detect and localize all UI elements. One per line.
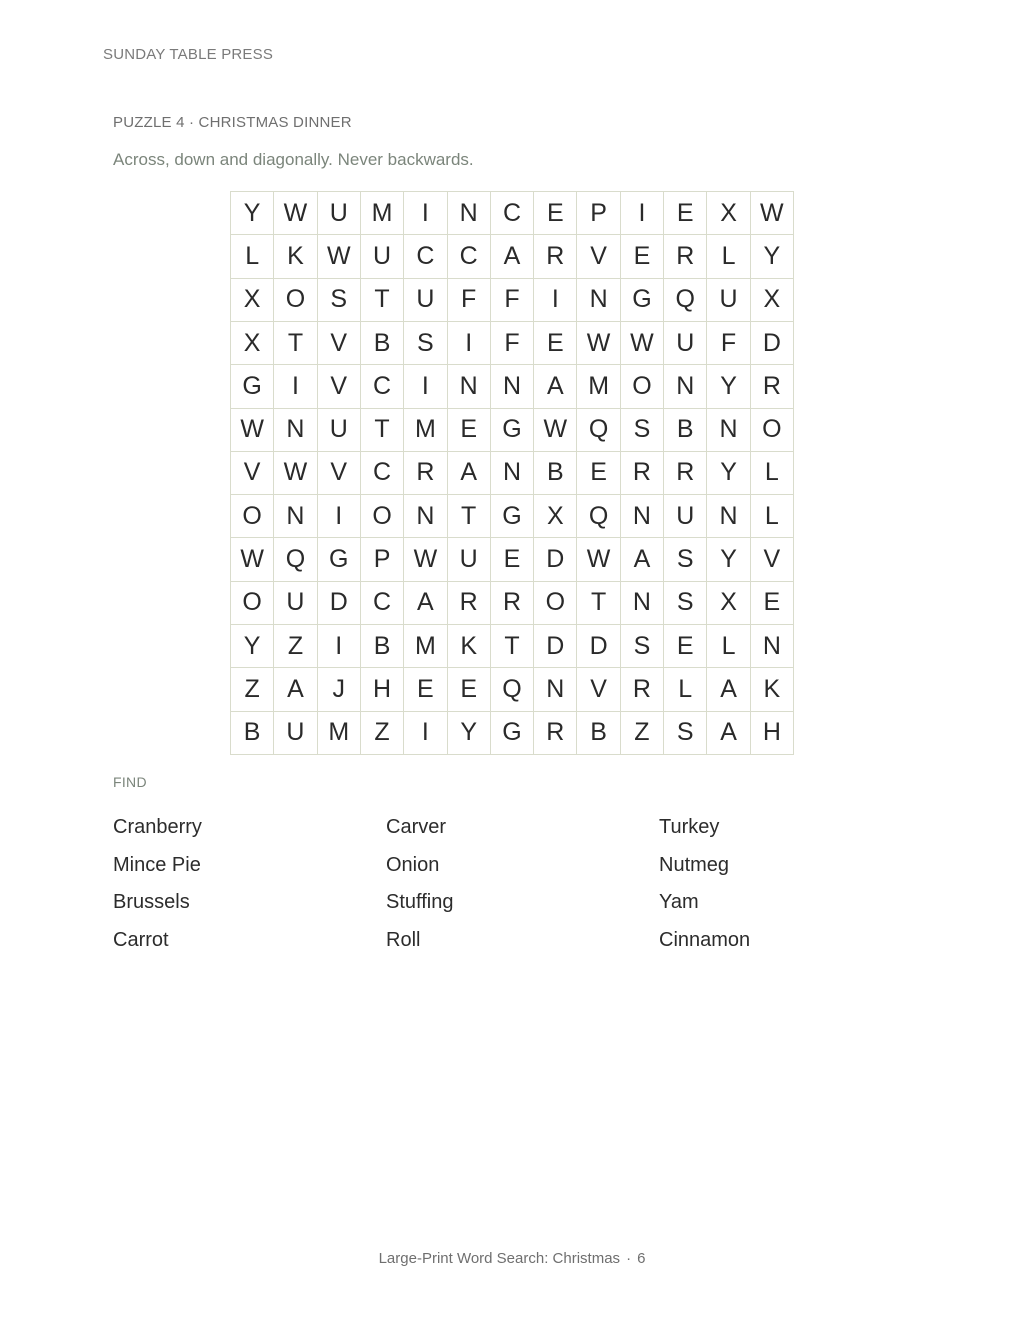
grid-cell[interactable]: O (274, 279, 317, 322)
grid-cell[interactable]: E (751, 582, 794, 625)
grid-cell[interactable]: Z (621, 712, 664, 755)
grid-cell[interactable]: W (404, 538, 447, 581)
grid-cell[interactable]: K (448, 625, 491, 668)
book-title: Large-Print Word Search: Christmas (378, 1250, 621, 1267)
grid-cell[interactable]: R (491, 582, 534, 625)
grid-cell[interactable]: S (664, 538, 707, 581)
grid-cell[interactable]: D (751, 322, 794, 365)
grid-cell[interactable]: B (577, 712, 620, 755)
grid-cell[interactable]: G (491, 495, 534, 538)
grid-cell[interactable]: L (751, 495, 794, 538)
grid-cell[interactable]: U (318, 409, 361, 452)
grid-cell[interactable]: Q (577, 409, 620, 452)
grid-cell[interactable]: M (318, 712, 361, 755)
grid-cell[interactable]: A (274, 668, 317, 711)
grid-cell[interactable]: T (577, 582, 620, 625)
grid-cell[interactable]: X (751, 279, 794, 322)
grid-cell[interactable]: E (664, 625, 707, 668)
grid-cell[interactable]: X (707, 582, 750, 625)
grid-cell[interactable]: W (231, 538, 274, 581)
grid-cell[interactable]: R (621, 668, 664, 711)
grid-cell[interactable]: N (274, 495, 317, 538)
grid-cell[interactable]: W (274, 452, 317, 495)
grid-cell[interactable]: R (404, 452, 447, 495)
grid-cell[interactable]: H (361, 668, 404, 711)
grid-cell[interactable]: B (361, 625, 404, 668)
grid-cell[interactable]: S (621, 409, 664, 452)
grid-cell[interactable]: O (231, 582, 274, 625)
grid-cell[interactable]: I (274, 365, 317, 408)
grid-cell[interactable]: F (448, 279, 491, 322)
grid-cell[interactable]: U (274, 712, 317, 755)
grid-cell[interactable]: I (404, 192, 447, 235)
grid-cell[interactable]: X (534, 495, 577, 538)
grid-cell[interactable]: Y (707, 365, 750, 408)
grid-cell[interactable]: I (534, 279, 577, 322)
grid-cell[interactable]: U (318, 192, 361, 235)
grid-cell[interactable]: N (577, 279, 620, 322)
grid-cell[interactable]: S (664, 582, 707, 625)
grid-cell[interactable]: A (534, 365, 577, 408)
find-word: Nutmeg (659, 853, 730, 876)
grid-cell[interactable]: A (621, 538, 664, 581)
grid-cell[interactable]: Y (231, 625, 274, 668)
grid-cell[interactable]: W (318, 235, 361, 278)
letter-grid (230, 191, 794, 755)
grid-cell[interactable]: N (621, 495, 664, 538)
grid-cell[interactable]: I (448, 322, 491, 365)
grid-cell[interactable]: U (404, 279, 447, 322)
grid-cell[interactable]: C (361, 582, 404, 625)
grid-cell[interactable]: S (664, 712, 707, 755)
grid-cell[interactable]: Y (231, 192, 274, 235)
grid-cell[interactable]: N (664, 365, 707, 408)
grid-cell[interactable]: Q (491, 668, 534, 711)
grid-cell[interactable]: P (361, 538, 404, 581)
grid-cell[interactable]: T (361, 279, 404, 322)
grid-cell[interactable]: C (361, 365, 404, 408)
grid-cell[interactable]: L (231, 235, 274, 278)
grid-cell[interactable]: X (707, 192, 750, 235)
grid-cell[interactable]: G (491, 409, 534, 452)
grid-cell[interactable]: Y (448, 712, 491, 755)
grid-cell[interactable]: T (491, 625, 534, 668)
grid-cell[interactable]: R (621, 452, 664, 495)
grid-cell[interactable]: U (361, 235, 404, 278)
grid-cell[interactable]: I (404, 365, 447, 408)
grid-cell[interactable]: F (491, 322, 534, 365)
grid-cell[interactable]: V (318, 365, 361, 408)
grid-cell[interactable]: A (491, 235, 534, 278)
grid-cell[interactable]: N (491, 452, 534, 495)
find-word: Carver (386, 816, 447, 838)
grid-cell[interactable]: O (231, 495, 274, 538)
grid-cell[interactable]: D (534, 538, 577, 581)
grid-cell[interactable]: X (231, 279, 274, 322)
find-word: Onion (386, 853, 440, 876)
grid-cell[interactable]: N (707, 495, 750, 538)
grid-cell[interactable]: F (491, 279, 534, 322)
grid-cell[interactable]: B (664, 409, 707, 452)
grid-cell[interactable]: E (404, 668, 447, 711)
grid-cell[interactable]: W (577, 322, 620, 365)
grid-cell[interactable]: A (707, 668, 750, 711)
grid-cell[interactable]: O (751, 409, 794, 452)
grid-cell[interactable]: E (621, 235, 664, 278)
grid-cell[interactable]: A (404, 582, 447, 625)
grid-cell[interactable]: G (318, 538, 361, 581)
grid-cell[interactable]: R (448, 582, 491, 625)
grid-cell[interactable]: R (664, 452, 707, 495)
find-word: Brussels (113, 891, 190, 914)
grid-cell[interactable]: N (274, 409, 317, 452)
grid-cell[interactable]: V (318, 322, 361, 365)
puzzle-instructions: Across, down and diagonally. Never backwards. (113, 150, 474, 169)
grid-cell[interactable]: G (621, 279, 664, 322)
grid-cell[interactable]: X (231, 322, 274, 365)
find-word: Yam (659, 891, 699, 914)
grid-cell[interactable]: E (534, 192, 577, 235)
grid-cell[interactable]: Q (274, 538, 317, 581)
grid-cell[interactable]: E (534, 322, 577, 365)
page-footer (0, 1250, 1024, 1267)
grid-cell[interactable]: V (751, 538, 794, 581)
grid-cell[interactable]: M (404, 625, 447, 668)
grid-cell[interactable]: S (404, 322, 447, 365)
grid-cell[interactable]: I (318, 495, 361, 538)
publisher-name: SUNDAY TABLE PRESS (103, 46, 274, 63)
grid-cell[interactable]: V (231, 452, 274, 495)
grid-cell[interactable]: B (534, 452, 577, 495)
grid-cell[interactable]: N (404, 495, 447, 538)
grid-cell[interactable]: W (621, 322, 664, 365)
grid-cell[interactable]: N (448, 192, 491, 235)
find-word: Carrot (113, 929, 169, 952)
grid-cell[interactable]: O (534, 582, 577, 625)
grid-cell[interactable]: T (274, 322, 317, 365)
footer-separator: · (626, 1250, 632, 1267)
grid-cell[interactable]: G (491, 712, 534, 755)
grid-cell[interactable]: S (318, 279, 361, 322)
grid-cell[interactable]: D (534, 625, 577, 668)
grid-cell[interactable]: V (577, 235, 620, 278)
grid-cell[interactable]: E (448, 668, 491, 711)
grid-cell[interactable]: L (707, 235, 750, 278)
grid-cell[interactable]: T (361, 409, 404, 452)
grid-cell[interactable]: A (448, 452, 491, 495)
grid-cell[interactable]: L (664, 668, 707, 711)
grid-cell[interactable]: V (318, 452, 361, 495)
grid-cell[interactable]: A (707, 712, 750, 755)
grid-cell[interactable]: U (448, 538, 491, 581)
grid-cell[interactable]: L (751, 452, 794, 495)
grid-cell[interactable]: R (534, 712, 577, 755)
grid-cell[interactable]: N (621, 582, 664, 625)
grid-cell[interactable]: B (231, 712, 274, 755)
grid-cell[interactable]: D (318, 582, 361, 625)
find-word: Cranberry (113, 816, 202, 838)
grid-cell[interactable]: F (707, 322, 750, 365)
grid-cell[interactable]: N (751, 625, 794, 668)
word-list (113, 814, 933, 965)
grid-cell[interactable]: C (404, 235, 447, 278)
grid-cell[interactable]: W (577, 538, 620, 581)
grid-cell[interactable]: M (577, 365, 620, 408)
grid-cell[interactable]: K (274, 235, 317, 278)
find-word: Cinnamon (659, 929, 751, 952)
grid-cell[interactable]: Z (361, 712, 404, 755)
grid-cell[interactable]: O (621, 365, 664, 408)
grid-cell[interactable]: W (751, 192, 794, 235)
grid-cell[interactable]: I (404, 712, 447, 755)
grid-cell[interactable]: M (361, 192, 404, 235)
grid-cell[interactable]: P (577, 192, 620, 235)
grid-cell[interactable]: U (664, 495, 707, 538)
grid-cell[interactable]: C (361, 452, 404, 495)
grid-cell[interactable]: V (577, 668, 620, 711)
grid-cell[interactable]: I (621, 192, 664, 235)
grid-cell[interactable]: U (707, 279, 750, 322)
grid-cell[interactable]: C (491, 192, 534, 235)
grid-cell[interactable]: Q (664, 279, 707, 322)
find-word: Roll (386, 929, 421, 952)
grid-cell[interactable]: R (534, 235, 577, 278)
grid-cell[interactable]: Y (751, 235, 794, 278)
grid-cell[interactable]: Y (707, 452, 750, 495)
grid-cell[interactable]: Y (707, 538, 750, 581)
grid-cell[interactable]: W (534, 409, 577, 452)
grid-cell[interactable]: N (448, 365, 491, 408)
grid-cell[interactable]: E (664, 192, 707, 235)
grid-cell[interactable]: Z (274, 625, 317, 668)
grid-cell[interactable]: Q (577, 495, 620, 538)
grid-cell[interactable]: E (577, 452, 620, 495)
grid-cell[interactable]: Z (231, 668, 274, 711)
grid-cell[interactable]: K (751, 668, 794, 711)
grid-cell[interactable]: H (751, 712, 794, 755)
grid-cell[interactable]: N (491, 365, 534, 408)
grid-cell[interactable]: M (404, 409, 447, 452)
grid-cell[interactable]: W (231, 409, 274, 452)
grid-cell[interactable]: G (231, 365, 274, 408)
puzzle-title: PUZZLE 4 · CHRISTMAS DINNER (113, 114, 352, 131)
grid-cell[interactable]: E (448, 409, 491, 452)
grid-cell[interactable]: C (448, 235, 491, 278)
grid-cell[interactable]: R (751, 365, 794, 408)
grid-cell[interactable]: U (274, 582, 317, 625)
grid-cell[interactable]: I (318, 625, 361, 668)
grid-cell[interactable]: W (274, 192, 317, 235)
grid-cell[interactable]: N (534, 668, 577, 711)
find-word: Stuffing (386, 891, 454, 914)
find-word: Turkey (659, 816, 720, 838)
grid-cell[interactable]: L (707, 625, 750, 668)
grid-cell[interactable]: S (621, 625, 664, 668)
find-word: Mince Pie (113, 853, 201, 876)
grid-cell[interactable]: D (577, 625, 620, 668)
grid-cell[interactable]: R (664, 235, 707, 278)
grid-cell[interactable]: N (707, 409, 750, 452)
grid-cell[interactable]: B (361, 322, 404, 365)
grid-cell[interactable]: T (448, 495, 491, 538)
grid-cell[interactable]: J (318, 668, 361, 711)
find-heading: FIND (113, 774, 147, 790)
grid-cell[interactable]: E (491, 538, 534, 581)
page-number: 6 (637, 1250, 646, 1267)
grid-cell[interactable]: O (361, 495, 404, 538)
grid-cell[interactable]: U (664, 322, 707, 365)
